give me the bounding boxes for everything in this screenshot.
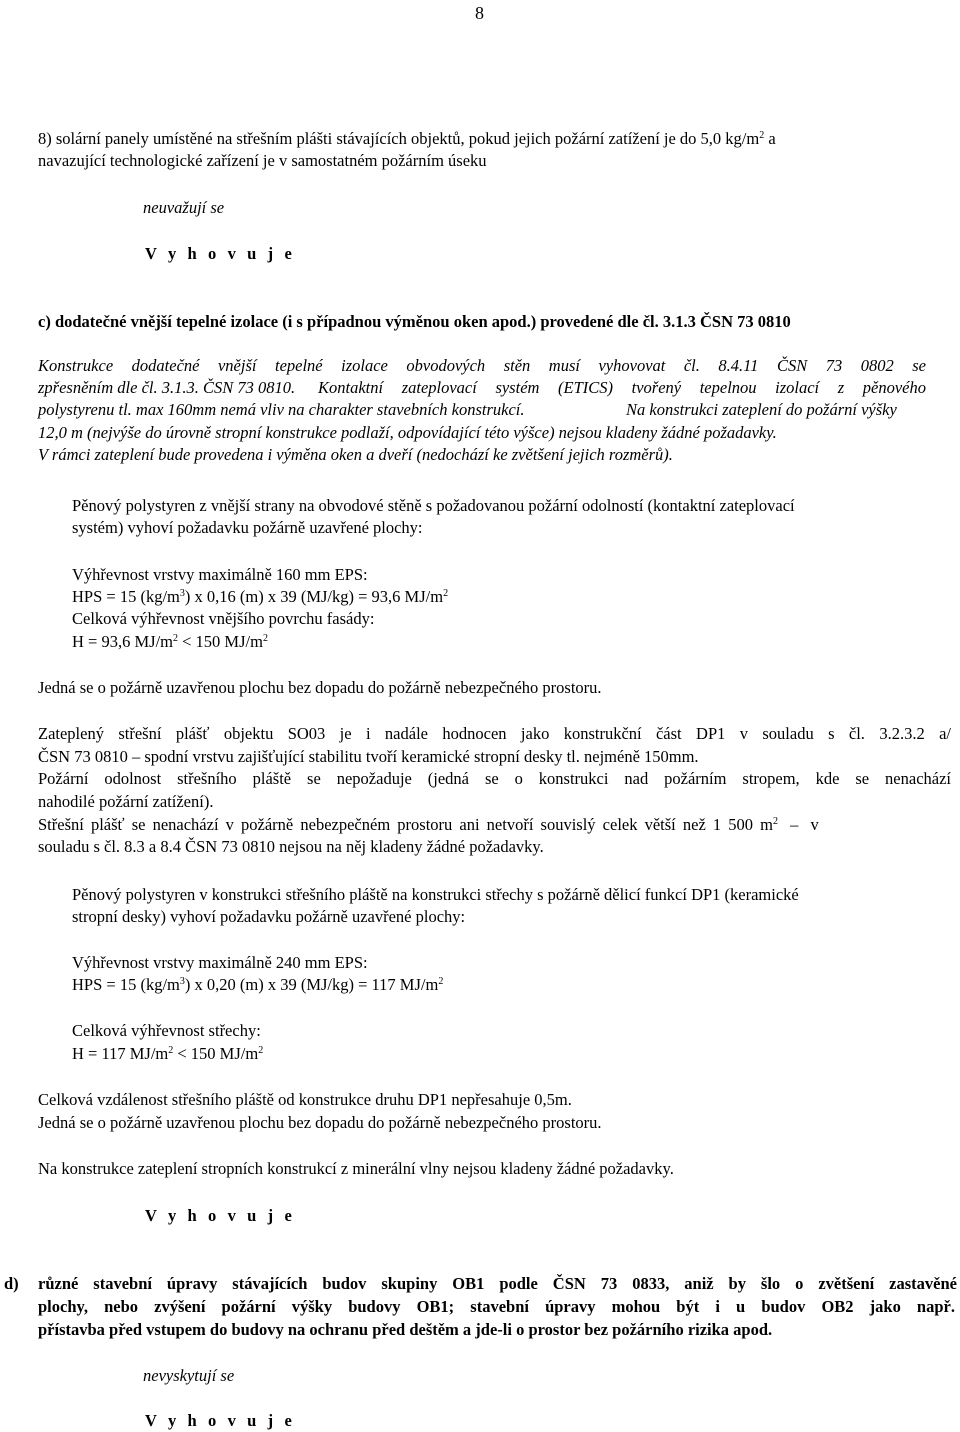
para-2-line-1: Zateplený střešní plášť objektu SO03 je i nadále hodnocen jako konstrukční část DP1 v souladu s čl. 3.2.3.2 a/ [38,724,951,743]
section-c-verdict: V y h o v u j e [145,1206,296,1225]
calc-text: ) x 0,20 (m) x 39 (MJ/kg) = 117 MJ/m [184,975,439,994]
section-d-line-3: přístavba před vstupem do budovy na ochranu před deštěm a jde-li o prostor bez požárního rizika apod. [38,1320,773,1339]
line-mineral: Na konstrukce zateplení stropních konstrukcí z minerální vlny nejsou kladeny žádné požadavky. [38,1159,674,1178]
calc-text: < 150 MJ/m [173,1044,259,1063]
section-c-italic-line-4: 12,0 m (nejvýše do úrovně stropní konstrukce podlaží, odpovídající této výšce) nejsou kladeny žádné požadavky. [38,423,777,442]
superscript: 2 [172,633,178,644]
section-c-italic-line-3b: Na konstrukci zateplení do požární výšky [626,400,897,419]
calc-2-result [72,1044,263,1064]
section-c-italic-line-1: Konstrukce dodatečné vnější tepelné izolace obvodových stěn musí vyhovovat čl. 8.4.11 ČSN 73 0802 se [38,356,926,375]
section-c-heading: c) dodatečné vnější tepelné izolace (i s případnou výměnou oken apod.) provedené dle čl. 3.1.3 ČSN 73 0810 [38,312,791,331]
section-d-label: d) [4,1274,19,1293]
calc-1-title: Výhřevnost vrstvy maximálně 160 mm EPS: [72,565,368,584]
section-c-italic-line-3: polystyrenu tl. max 160mm nemá vliv na charakter stavebních konstrukcí. [38,400,525,419]
para-2-line-5 [38,815,951,835]
calc-text: H = 93,6 MJ/m [72,632,173,651]
calc-text: ) x 0,16 (m) x 39 (MJ/kg) = 93,6 MJ/m [184,587,444,606]
calc-1-result [72,632,268,652]
superscript: 2 [773,816,778,827]
para-2-line-6: souladu s čl. 8.3 a 8.4 ČSN 73 0810 nejsou na něj kladeny žádné požadavky. [38,837,544,856]
section-c-italic-line-5: V rámci zateplení bude provedena i výměna oken a dveří (nedochází ke zvětšení jejich rozměrů). [38,445,673,464]
section-8-status: neuvažují se [143,198,225,217]
line-jedna-1: Jedná se o požárně uzavřenou plochu bez dopadu do požárně nebezpečného prostoru. [38,678,602,697]
section-d-verdict: V y h o v u j e [145,1411,296,1430]
para-2-line-2: ČSN 73 0810 – spodní vrstvu zajišťující stabilitu tvoří keramické stropní desky tl. nejméně 150mm. [38,747,699,766]
superscript: 3 [179,588,185,599]
para-3-line-2: stropní desky) vyhoví požadavku požárně uzavřené plochy: [72,907,466,926]
superscript: 2 [258,1045,264,1056]
superscript: 2 [443,588,449,599]
calc-2-hps [72,975,443,995]
para-3-line-1: Pěnový polystyren v konstrukci střešního pláště na konstrukci střechy s požárně dělicí funkcí DP1 (keramické [72,885,799,904]
italic-text: zpřesněním dle čl. 3.1.3. ČSN 73 0810. [38,378,296,397]
section-8-verdict: V y h o v u j e [145,244,296,263]
section-c-italic-line-2b: Kontaktní zateplovací systém (ETICS) tvořený tepelnou izolací z pěnového [318,378,926,397]
section-8-text: 8) solární panely umístěné na střešním plášti stávajících objektů, pokud jejich požární zatížení je do 5,0 kg/m [38,129,760,148]
calc-text: HPS = 15 (kg/m [72,975,180,994]
calc-text: H = 117 MJ/m [72,1044,169,1063]
line-vzdalenost: Celková vzdálenost střešního pláště od konstrukce druhu DP1 nepřesahuje 0,5m. [38,1090,572,1109]
section-8-line-2: navazující technologické zařízení je v samostatném požárním úseku [38,151,487,170]
section-d-status: nevyskytují se [143,1366,235,1385]
section-8-line-1 [38,129,776,149]
section-8-text-end: a [764,129,776,148]
calc-1-total-title: Celková výhřevnost vnějšího povrchu fasády: [72,609,375,628]
line-jedna-2: Jedná se o požárně uzavřenou plochu bez dopadu do požárně nebezpečného prostoru. [38,1113,602,1132]
superscript: 2 [438,976,444,987]
para-text: Střešní plášť se nenachází v požárně nebezpečném prostoru ani netvoří souvislý celek větší než 1 500 m [38,815,773,834]
section-d-line-1: různé stavební úpravy stávajících budov skupiny OB1 podle ČSN 73 0833, aniž by šlo o zvětšení zastavěné [38,1274,957,1293]
page-number: 8 [475,3,484,23]
calc-2-total-title: Celková výhřevnost střechy: [72,1021,261,1040]
calc-1-hps [72,587,448,607]
superscript: 3 [179,976,185,987]
calc-text: < 150 MJ/m [177,632,263,651]
section-d-line-2: plochy, nebo zvýšení požární výšky budovy OB1; stavební úpravy mohou být i u budov OB2 jako např. [38,1297,955,1316]
para-1-line-2: systém) vyhoví požadavku požárně uzavřené plochy: [72,518,423,537]
superscript: 2 [262,633,268,644]
para-1-line-1: Pěnový polystyren z vnější strany na obvodové stěně s požadovanou požární odolností (kontaktní zateplovací [72,496,795,515]
superscript: 2 [168,1045,174,1056]
superscript: 2 [759,130,765,141]
para-2-line-3: Požární odolnost střešního pláště se nepožaduje (jedná se o konstrukci nad požárním stropem, kde se nenachází [38,769,951,788]
calc-text: HPS = 15 (kg/m [72,587,180,606]
para-2-line-4: nahodilé požární zatížení). [38,792,214,811]
para-text: – v [778,815,819,834]
section-c-italic-line-2 [38,378,295,398]
calc-2-title: Výhřevnost vrstvy maximálně 240 mm EPS: [72,953,368,972]
